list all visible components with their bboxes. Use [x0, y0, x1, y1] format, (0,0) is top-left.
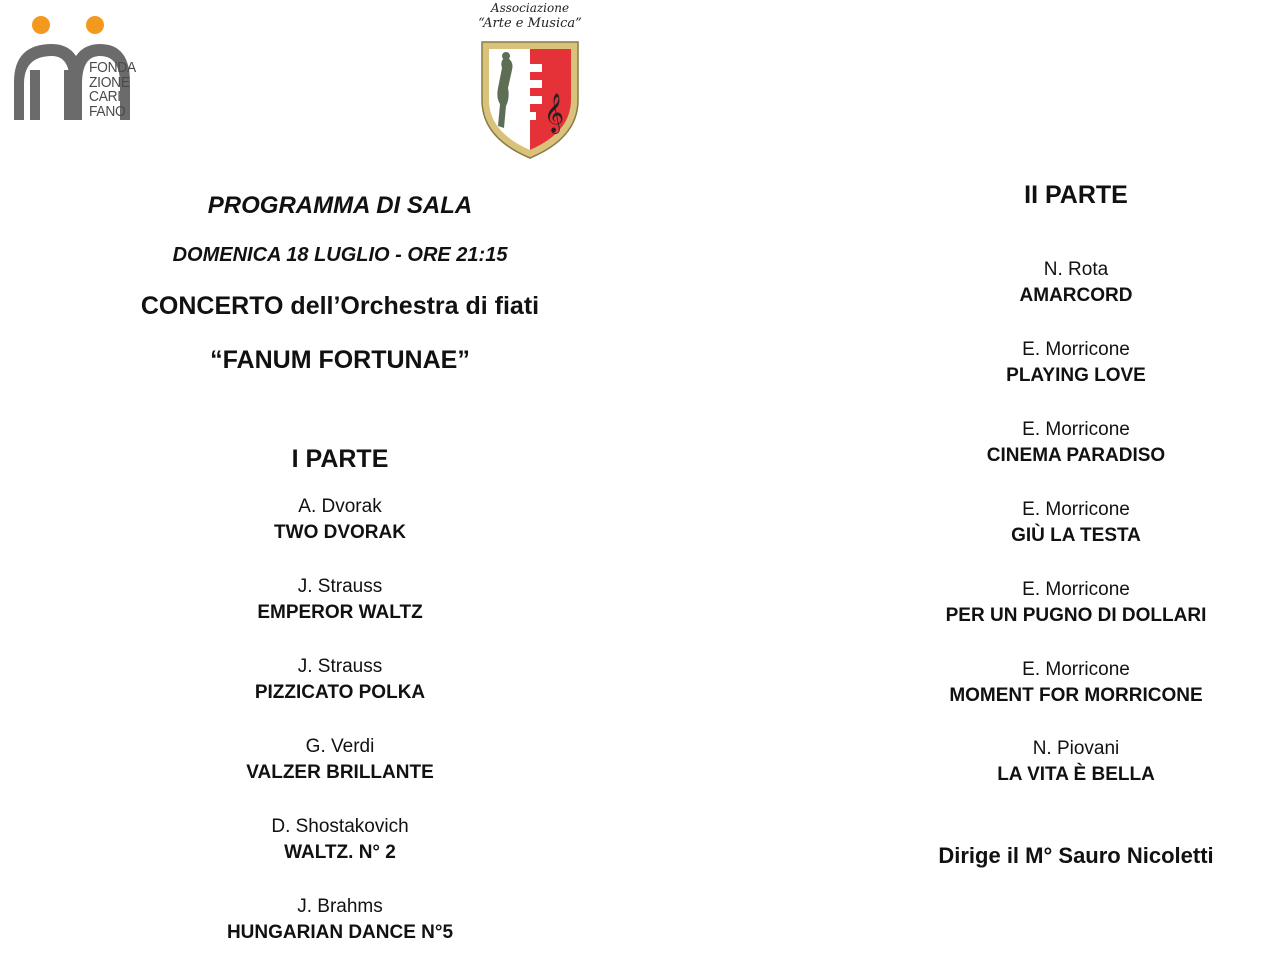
- program-title: PROGRAMMA DI SALA: [207, 192, 473, 219]
- composer-name: G. Verdi: [305, 736, 375, 757]
- composer-name: E. Morricone: [1022, 499, 1130, 520]
- piece-title: TWO DVORAK: [274, 522, 406, 543]
- piece-title: CINEMA PARADISO: [986, 445, 1166, 466]
- composer-name: E. Morricone: [1022, 659, 1130, 680]
- program-item: [876, 736, 1276, 788]
- piece-title: LA VITA È BELLA: [997, 764, 1155, 785]
- program-item: [876, 497, 1276, 549]
- fondazione-carifano-logo: [12, 14, 152, 126]
- fondazione-line: FONDA: [89, 59, 136, 76]
- composer-name: E. Morricone: [1022, 419, 1130, 440]
- associazione-label: Associazione: [490, 1, 570, 15]
- piece-title: PER UN PUGNO DI DOLLARI: [945, 605, 1207, 626]
- logo-orange-dot-left: [32, 16, 50, 34]
- logo-orange-dot-right: [86, 16, 104, 34]
- fondazione-name: [89, 61, 136, 119]
- associazione-subtitle: “Arte e Musica”: [478, 16, 582, 31]
- fondazione-line: ZIONE: [89, 73, 130, 91]
- shield-emblem-icon: [478, 38, 582, 160]
- piece-title: HUNGARIAN DANCE N°5: [226, 922, 454, 943]
- program-item: [876, 337, 1276, 389]
- composer-name: E. Morricone: [1022, 579, 1130, 600]
- piece-title: PLAYING LOVE: [1006, 365, 1146, 386]
- svg-text:𝄞: 𝄞: [544, 93, 565, 133]
- piece-title: GIÙ LA TESTA: [1011, 525, 1141, 546]
- program-item: [90, 814, 590, 866]
- composer-name: A. Dvorak: [298, 496, 382, 517]
- fondazione-line: CARI: [89, 88, 121, 105]
- piece-title: AMARCORD: [1019, 285, 1133, 306]
- program-item: [876, 577, 1276, 629]
- orchestra-name: “FANUM FORTUNAE”: [210, 346, 470, 374]
- program-date: DOMENICA 18 LUGLIO - ORE 21:15: [172, 244, 508, 266]
- composer-name: D. Shostakovich: [271, 816, 409, 837]
- program-item: [876, 657, 1276, 709]
- composer-name: J. Strauss: [297, 656, 383, 677]
- associazione-arte-musica-logo: [470, 0, 590, 162]
- composer-name: N. Piovani: [1032, 738, 1120, 759]
- composer-name: J. Strauss: [297, 576, 383, 597]
- program-item: [90, 654, 590, 706]
- program-item: [876, 417, 1276, 469]
- fondazione-line: FANO: [89, 102, 126, 120]
- piece-title: VALZER BRILLANTE: [246, 762, 434, 783]
- piece-title: WALTZ. N° 2: [284, 842, 396, 863]
- program-item: [90, 494, 590, 546]
- part-two-heading: II PARTE: [1024, 181, 1128, 209]
- piece-title: PIZZICATO POLKA: [254, 682, 426, 703]
- conductor-credit: Dirige il M° Sauro Nicoletti: [938, 843, 1214, 868]
- piece-title: EMPEROR WALTZ: [257, 602, 423, 623]
- part-one-heading: I PARTE: [291, 445, 389, 473]
- concert-title: CONCERTO dell’Orchestra di fiati: [140, 292, 540, 320]
- composer-name: N. Rota: [1043, 259, 1109, 280]
- program-item: [90, 894, 590, 946]
- program-item: [90, 734, 590, 786]
- composer-name: E. Morricone: [1022, 339, 1130, 360]
- program-item: [876, 257, 1276, 309]
- composer-name: J. Brahms: [297, 896, 383, 917]
- piece-title: MOMENT FOR MORRICONE: [949, 685, 1203, 706]
- program-item: [90, 574, 590, 626]
